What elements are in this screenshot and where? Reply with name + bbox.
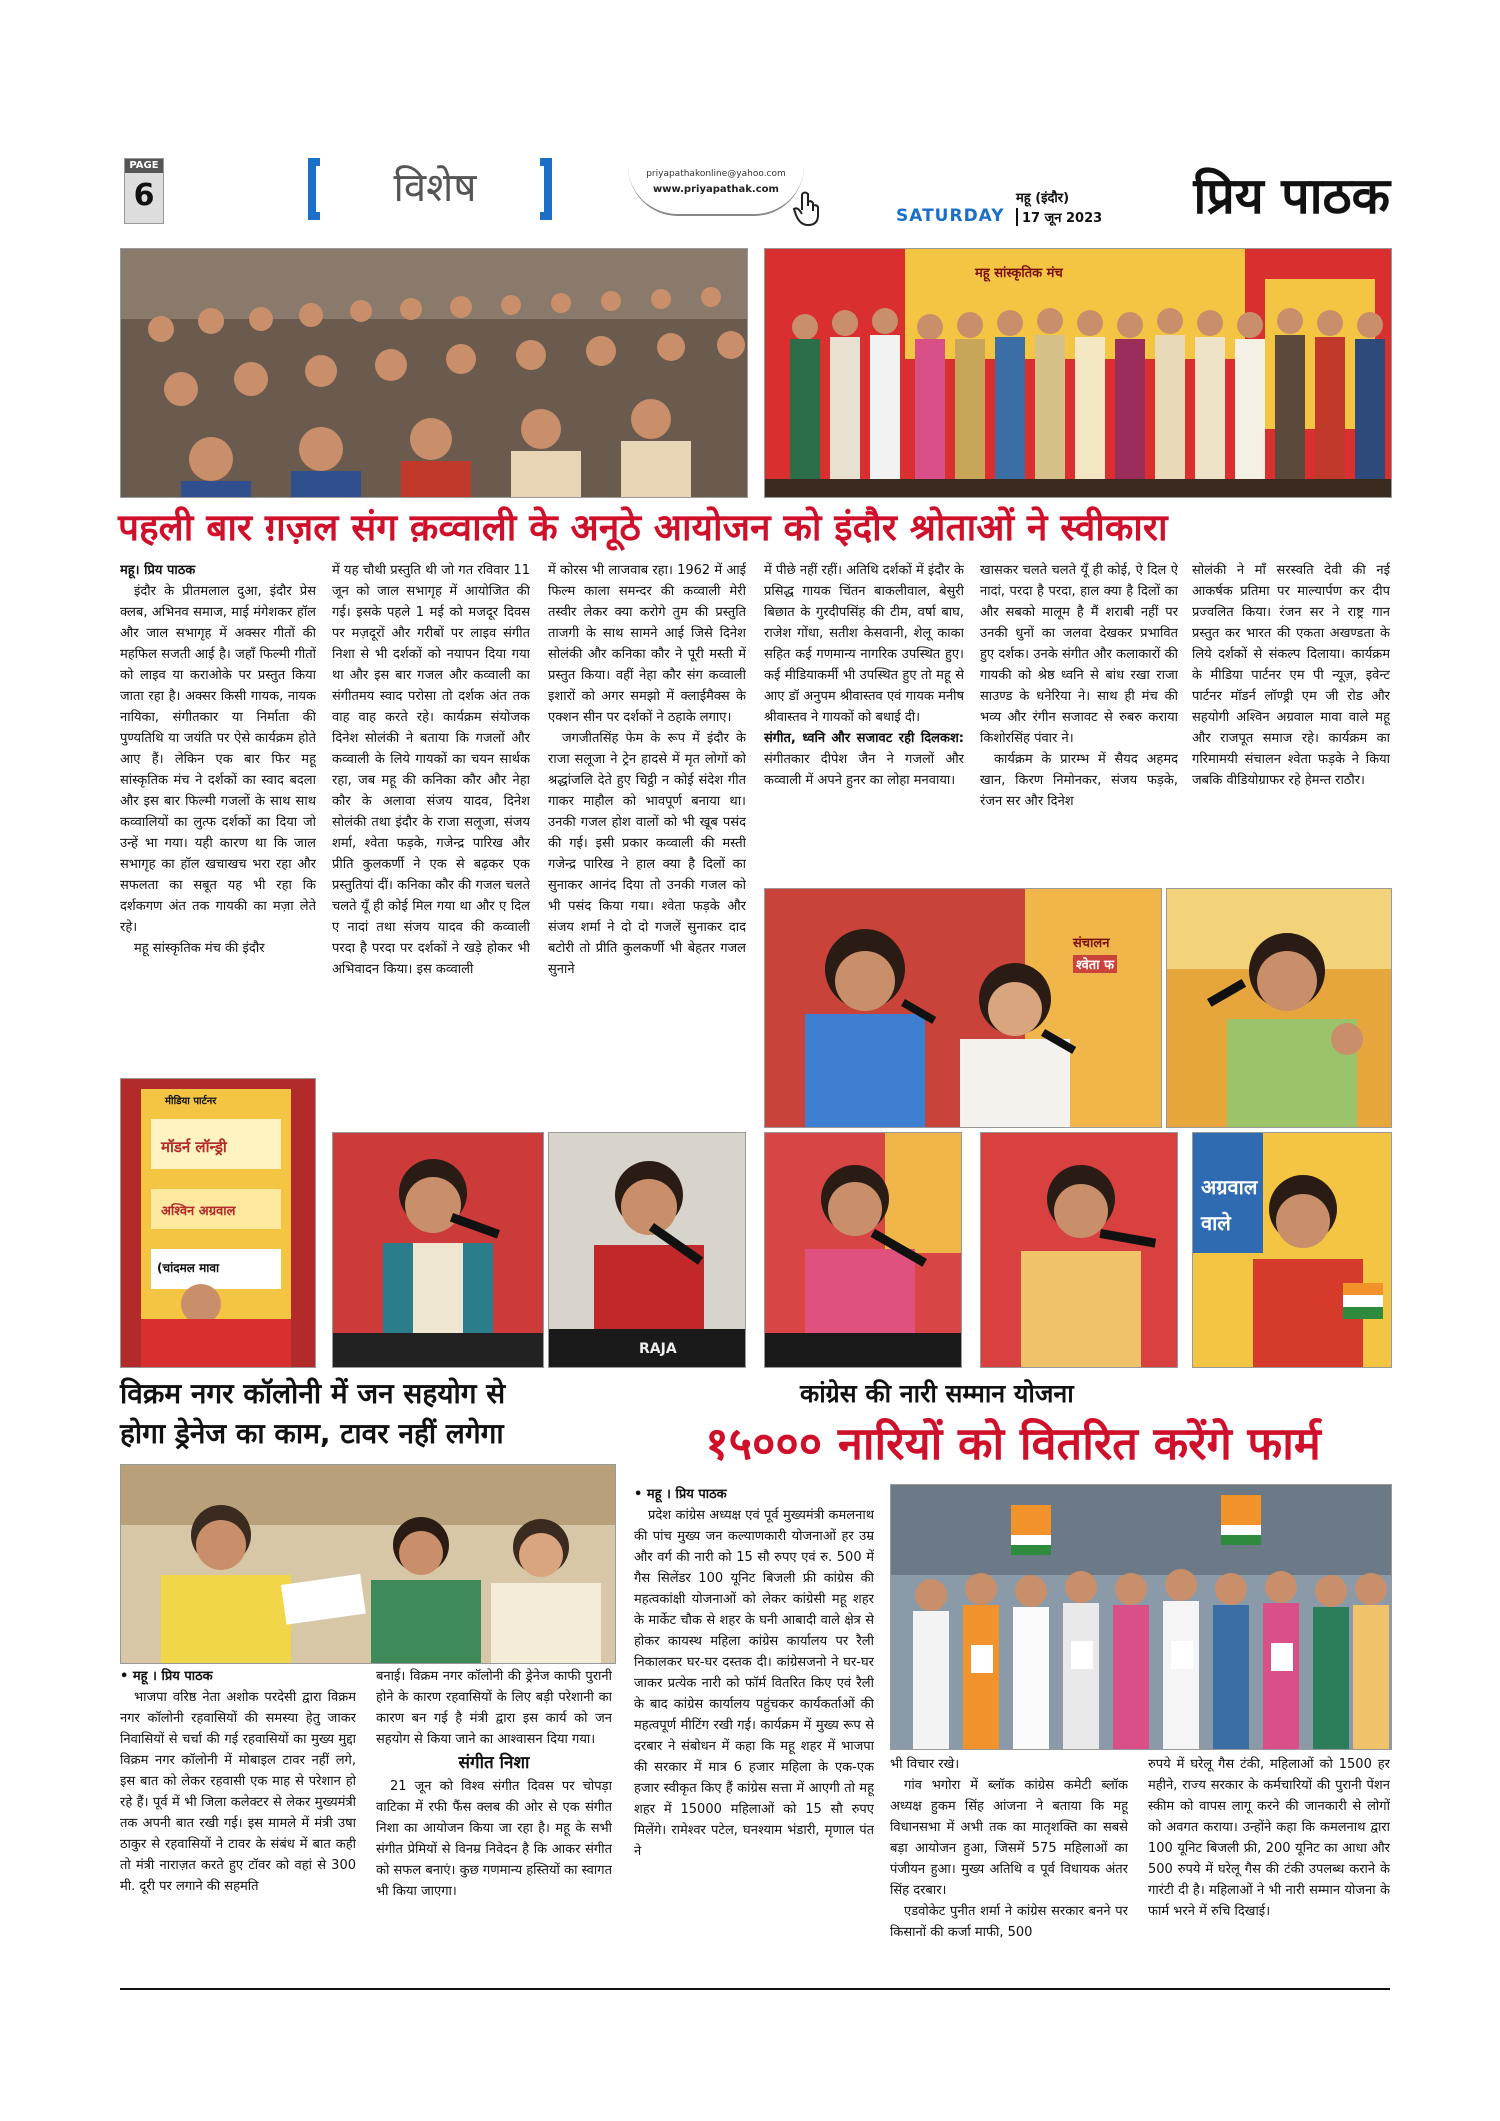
story3-col3-body: रुपये में घरेलू गैस टंकी, महिलाओं को 1500 हर महीने, राज्य सरकार के कर्मचारियों की पुरानी पेंशन स्कीम को वापस लागू करने की जानकारी से लोगों को अवगत कराया। उन्होंने कहा कि कमलनाथ द्वारा 100 यूनिट बिजली फ्री, 200 यूनिट का आधा और 500 रुपये में घरेलू गैस की टंकी उपलब्ध कराने के गारंटी दी है। महिलाओं ने भी नारी सम्मान योजना के फार्म भरने में रुचि दिखाई। — [1148, 1757, 1390, 1919]
section-title: विशेष — [393, 165, 477, 211]
story1-col1-body: इंदौर के प्रीतमलाल दुआ, इंदौर प्रेस क्लब, अभिनव समाज, माई मंगेशकर हॉल और जाल सभागृह में अक्सर गीतों की महफिल सजती आई है। जहाँ फिल्मी गीतों को लाइव या कराओके पर प्रस्तुत किया जाता रहा है। अक्सर किसी गायक, नायक नायिका, संगीतकार या निर्माता की पुण्यतिथि या जयंति पर ऐसे कार्यक्रम होते आए हैं। लेकिन एक बार फिर महू सांस्कृतिक मंच ने दर्शकों का स्वाद बदला और इस बार फिल्मी गजलों के साथ साथ कव्वालियों का लुत्फ दर्शकों का दिया जो उन्हें भा गया। यही कारण था कि जाल सभागृह का हॉल खचाखच भरा रहा और सफलता का सबूत यह भी रहा कि दर्शकगण अंत तक गायकी का मज़ा लेते रहे। — [120, 584, 316, 935]
story1-col4 — [764, 560, 964, 880]
story1-col2-body: में यह चौथी प्रस्तुति थी जो गत रविवार 11 जून को जाल सभागृह में आयोजित की गई। इसके पहले 1 मई को मजदूर दिवस पर मज़दूरों और गरीबों पर लाइव संगीत निशा से भी दर्शकों को नयापन दिया गया था और इस बार गजल और कव्वाली का संगीतमय स्वाद परोसा तो दर्शक अंत तक वाह वाह करते रहे। कार्यक्रम संयोजक दिनेश सोलंकी ने बताया कि गजलों और कव्वाली के लिये गायकों का चयन सार्थक रहा, जब महू की कनिका कौर और नेहा कौर के अलावा संजय यादव, दिनेश सोलंकी तथा इंदौर के राजा सलूजा, संजय शर्मा, श्वेता फड़के, गजेन्द्र पारिख और प्रीति कुलकर्णी ने एक से बढ़कर एक प्रस्तुतियां दीं। कनिका कौर की गजल चलते चलते यूँ ही कोई मिल गया था और ए दिल ए नादां तथा संजय यादव की कव्वाली परदा है परदा पर दर्शकों ने खड़े होकर भी अभिवादन किया। इस कव्वाली — [332, 563, 530, 977]
singer-photo-male-red — [548, 1132, 746, 1368]
story1-col6-body: सोलंकी ने माँ सरस्वति देवी की नई आकर्षक प्रतिमा पर माल्यार्पण कर दीप प्रज्वलित किया। रंजन सर ने राष्ट्र गान प्रस्तुत कर भारत की एकता अखण्डता के लिये दर्शकों से संकल्प दिलाया। कार्यक्रम के मीडिया पार्टनर एम पी न्यूज़, इवेन्ट पार्टनर मॉडर्न लॉण्ड्री एम जी रोड और सहयोगी अश्विन अग्रवाल मावा वाले महू और राजपूत समाज रहे। कार्यक्रम का गरिमामयी संचालन श्वेता फड़के ने किया जबकि वीडियोग्राफर रहे हेमन्त राठौर। — [1192, 563, 1390, 788]
story1-col3-body: में कोरस भी लाजवाब रहा। 1962 में आई फिल्म काला समन्दर की कव्वाली मेरी तस्वीर लेकर क्या करोगे तुम की प्रस्तुति ताजगी के साथ सामने आई जिसे दिनेश सोलंकी और कनिका कौर ने पूरी मस्ती में प्रस्तुत किया। वहीं नेहा कौर संग कव्वाली इशारों को अगर समझो में क्लाईमैक्स के एक्शन सीन पर दर्शकों ने ठहाके लगाए। — [548, 563, 746, 725]
hand-cursor-icon — [792, 190, 822, 226]
mic-stand-label: RAJA — [639, 1341, 677, 1357]
story1-col5 — [980, 560, 1178, 880]
sponsor-poster-photo — [120, 1078, 316, 1368]
residents-meeting-photo — [120, 1464, 616, 1664]
story3-col3 — [1148, 1754, 1390, 1976]
poster-line-2: मॉडर्न लॉन्ड्री — [161, 1138, 227, 1156]
city-label: महू (इंदौर) — [1016, 191, 1070, 206]
stage-group-photo — [764, 248, 1392, 498]
story1-col1 — [120, 560, 316, 1060]
story1-col4-subhead: संगीत, ध्वनि और सजावट रही दिलकश: — [764, 731, 964, 746]
masthead — [0, 0, 1500, 240]
story1-col5-body-b: कार्यक्रम के प्रारम्भ में सैयद अहमद खान, किरण निमोनकर, संजय फड़के, रंजन सर और दिनेश — [980, 752, 1178, 809]
story2-col2 — [376, 1666, 612, 1976]
section-bracket-right — [540, 158, 552, 220]
email-text: priyapathakonline@yahoo.com — [646, 169, 786, 179]
audience-photo — [120, 248, 748, 498]
singer-photo-duet — [764, 888, 1162, 1128]
story1-col3-body-b: जगजीतसिंह फेम के रूप में इंदौर के राजा सलूजा ने ट्रेन हादसे में मृत लोगों को श्रद्धांजलि देते हुए चिट्ठी न कोई संदेश गीत गाकर माहौल को भावपूर्ण बनाया था। उनकी गजल होश वालों को भी खूब पसंद की गई। इसी प्रकार कव्वाली की मस्ती गजेन्द्र पारिख ने हाल क्या है दिलों का सुनाकर आनंद दिया तो उनकी गजल को भी पसंद किया गया। श्वेता फड़के और संजय शर्मा ने दो दो गजलें सुनाकर दाद बटोरी तो प्रीति कुलकर्णी भी बेहतर गजल सुनाने — [548, 731, 746, 977]
poster-line-1: मीडिया पार्टनर — [165, 1096, 217, 1107]
contact-box — [628, 166, 804, 216]
story3-col2-body-c: एडवोकेट पुनीत शर्मा ने कांग्रेस सरकार बनने पर किसानों की कर्जा माफी, 500 — [890, 1904, 1128, 1940]
story2-col1-body: भाजपा वरिष्ठ नेता अशोक परदेसी द्वारा विक्रम नगर कॉलोनी रहवासियों की समस्या हेतु जाकर निवासियों से चर्चा की गई रहवासियों का मुख्य मुद्दा विक्रम नगर कॉलोनी में मोबाइल टावर नहीं लगे, इस बात को लेकर रहवासी एक माह से परेशान हो रहे हैं। पूर्व में भी जिला कलेक्टर से लेकर मुख्यमंत्री तक अपनी बात रखी गई। इस मामले में मंत्री उषा ठाकुर से रहवासियों ने टावर के संबंध में बात कही तो मंत्री नाराज़त करते हुए टॉवर को वहां से 300 मी. दूरी पर लगाने की सहमति — [120, 1690, 356, 1894]
page-number: 6 — [133, 178, 155, 213]
story3-col1-body: प्रदेश कांग्रेस अध्यक्ष एवं पूर्व मुख्यमंत्री कमलनाथ की पांच मुख्य जन कल्याणकारी योजनाओं हर उम्र और वर्ग की नारी को 15 सौ रुपए एवं रु. 500 में गैस सिलेंडर 100 यूनिट बिजली फ्री कांग्रेस की महत्वकांक्षी योजनाओं को लेकर कांग्रेसी महू शहर के मार्केट चौक से शहर के घनी आबादी वाले क्षेत्र से होकर कायस्थ महिला कांग्रेस कार्यालय पर रैली निकालकर घर-घर दस्तक दी। कांग्रेसजनो ने घर-घर जाकर प्रत्येक नारी को फॉर्म वितरित किए एवं रैली के बाद कांग्रेस कार्यालय पहुंचकर कार्यकर्ताओं की महत्वपूर्ण मीटिंग रखी गई। कार्यक्रम में मुख्य रूप से दरबार ने संबोधन में कहा कि महू शहर में भाजपा की सरकार में मात्र 6 हजार महिला के एक-एक हजार स्वीकृत किए हैं कांग्रेस सत्ता में आएगी तो महू शहर में 15000 महिलाओं को 15 सौ रुपए मिलेंगे। रामेश्वर पटेल, घनश्याम भंडारी, मृणाल पंत ने — [634, 1508, 874, 1859]
story1-col3 — [548, 560, 746, 1120]
page-label: PAGE — [125, 159, 163, 173]
story3-col2 — [890, 1754, 1128, 1976]
story2-headline-line1: विक्रम नगर कॉलोनी में जन सहयोग से — [120, 1377, 506, 1410]
stage-banner-label-1: अग्रवाल — [1201, 1175, 1258, 1199]
singer-photo-female-pink — [764, 1132, 962, 1368]
story1-col4-body: में पीछे नहीं रहीं। अतिथि दर्शकों में इंदौर के प्रसिद्ध गायक चिंतन बाकलीवाल, बेसुरी बिछात के गुरदीपसिंह की टीम, वर्षा बाघ, राजेश गोंधा, सतीश केसवानी, शेलू काका सहित कई गणमान्य नागरिक उपस्थित हुए। कई मीडियाकर्मी भी उपस्थित हुए तो महू से आए डॉ अनुपम श्रीवास्तव एवं गायक मनीष श्रीवास्तव ने गायकों को बधाई दी। — [764, 563, 964, 725]
story3-col2-body: भी विचार रखे। — [890, 1757, 960, 1772]
story2-byline: • महू । प्रिय पाठक — [120, 1669, 213, 1684]
story1-col4-subhead-body: संगीतकार दीपेश जैन ने गजलों और कव्वाली में अपने हुनर का लोहा मनवाया। — [764, 752, 964, 788]
story2-col1 — [120, 1666, 356, 1976]
stage-banner-text: महू सांस्कृतिक मंच — [975, 266, 1063, 281]
stage-banner-label-2: वाले — [1201, 1211, 1231, 1235]
website-text: www.priyapathak.com — [653, 184, 779, 195]
poster-line-4: (चांदमल मावा — [157, 1261, 220, 1275]
day-label: SATURDAY — [896, 206, 1005, 226]
date-label: 17 जून 2023 — [1016, 208, 1102, 226]
story2-subheading: संगीत निशा — [458, 1753, 530, 1773]
story2-headline-line2: होगा ड्रेनेज का काम, टावर नहीं लगेगा — [120, 1417, 504, 1450]
singer-banner-text-2: श्वेता फ — [1073, 955, 1117, 973]
singer-photo-male-jacket — [332, 1132, 544, 1368]
story3-col2-body-b: गांव भगोरा में ब्लॉक कांग्रेस कमेटी ब्लॉक अध्यक्ष हुकम सिंह आंजना ने बताया कि महू विधानसभा में अभी तक का मातृशक्ति का सबसे बड़ा आयोजन हुआ, जिसमें 575 महिलाओं का पंजीयन हुआ। मुख्य अतिथि व पूर्व विधायक अंतर सिंह दरबार। — [890, 1778, 1128, 1898]
page-bottom-rule — [120, 1988, 1390, 1990]
page-number-badge — [124, 158, 164, 224]
singer-banner-text-1: संचालन — [1073, 936, 1110, 951]
singer-photo-male-flag — [1192, 1132, 1392, 1368]
singer-photo-male-yellow — [980, 1132, 1178, 1368]
story3-kicker: कांग्रेस की नारी सम्मान योजना — [800, 1379, 1074, 1408]
story3-byline: • महू । प्रिय पाठक — [634, 1487, 727, 1502]
singer-photo-male-green — [1166, 888, 1392, 1128]
story1-byline: महू। प्रिय पाठक — [120, 563, 196, 578]
story1-col6 — [1192, 560, 1390, 880]
story1-headline: पहली बार ग़ज़ल संग क़व्वाली के अनूठे आयोजन को इंदौर श्रोताओं ने स्वीकारा — [118, 506, 1168, 549]
story1-col1-tail: महू सांस्कृतिक मंच की इंदौर — [134, 941, 265, 956]
story1-col5-body: खासकर चलते चलते यूँ ही कोई, ऐ दिल ऐ नादां, परदा है परदा, हाल क्या है दिलों का और सबको मालूम है मैं शराबी नहीं पर उनकी धुनों का जलवा देखकर प्रभावित हुए दर्शक। उनके संगीत और कलाकारों की गायकी को श्रेष्ठ ध्वनि से बांध रखा राजा साउण्ड के धनेरिया ने। साथ ही मंच की भव्य और रंगीन सजावट से रुबरु कराया किशोरसिंह पंवार ने। — [980, 563, 1178, 746]
story2-col2-body: बनाई। विक्रम नगर कॉलोनी की ड्रेनेज काफी पुरानी होने के कारण रहवासियों के लिए बड़ी परेशानी का कारण बन गई है मंत्री द्वारा इस कार्य को जन सहयोग से किया जाने का आश्वासन दिया गया। — [376, 1669, 612, 1747]
newspaper-logo: प्रिय पाठक — [1193, 166, 1390, 225]
story1-col2 — [332, 560, 530, 1120]
poster-line-3: अश्विन अग्रवाल — [161, 1204, 236, 1219]
congress-rally-photo — [890, 1484, 1392, 1750]
story2-col2-body-b: 21 जून को विश्व संगीत दिवस पर चोपड़ा वाटिका में रफी फैंस क्लब की ओर से एक संगीत निशा का आयोजन किया जा रहा है। महू के सभी संगीत प्रेमियों से विनम्र निवेदन है कि आकर संगीत को सफल बनाएं। कुछ गणमान्य हस्तियों का स्वागत भी किया जाएगा। — [376, 1779, 612, 1899]
story3-col1 — [634, 1484, 874, 1976]
section-bracket-left — [308, 158, 320, 220]
story3-headline: १५००० नारियों को वितरित करेंगे फार्म — [705, 1417, 1321, 1470]
